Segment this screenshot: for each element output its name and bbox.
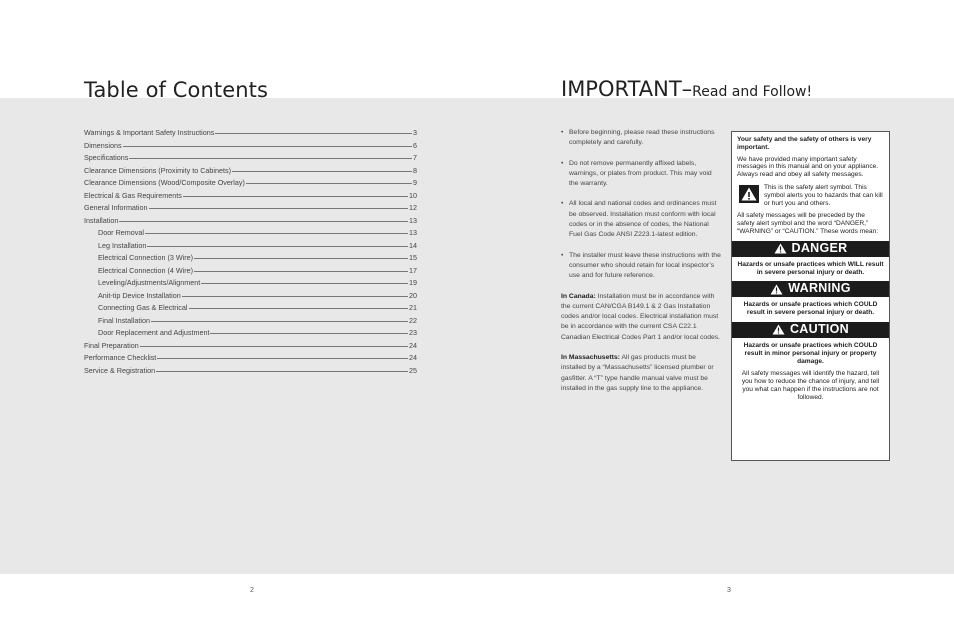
warning-banner: WARNING (732, 281, 889, 297)
toc-entry (84, 241, 417, 254)
toc-entry-label: Electrical Connection (3 Wire) (98, 253, 194, 262)
toc-entry-page: 10 (409, 190, 417, 200)
toc-leader-line (147, 246, 408, 247)
massachusetts-paragraph: In Massachusetts: All gas products must be installed by a “Massachusetts” licensed plumber or gasfitter. A “T” type handle manual valve must be installed in the gas supply line to the appliance. (561, 354, 714, 392)
toc-entry-label: Leveling/Adjustments/Alignment (98, 278, 201, 287)
toc-entry-label: Leg Installation (98, 240, 147, 250)
toc-entry-page: 12 (409, 203, 417, 212)
safety-heading: Your safety and the safety of others is very important. (737, 136, 872, 151)
toc-leader-line (194, 258, 408, 259)
toc-leader-line (183, 196, 408, 197)
toc-entry-page: 7 (413, 153, 417, 162)
toc-entry-label: Service & Registration (84, 365, 156, 375)
toc-entry (84, 278, 417, 291)
toc-entry (84, 191, 417, 204)
toc-entry (84, 203, 417, 216)
toc-entry (84, 266, 417, 279)
list-item: • Before beginning, please read these instructions completely and carefully. (561, 129, 715, 147)
toc-leader-line (119, 221, 408, 222)
toc-entry (84, 128, 417, 141)
toc-entry (84, 178, 417, 191)
warning-description: Hazards or unsafe practices which COULD result in severe personal injury or death. (743, 301, 878, 317)
toc-leader-line (201, 283, 408, 284)
toc-entry-label: Specifications (84, 153, 129, 162)
toc-entry-page: 8 (413, 165, 417, 175)
toc-entry-page: 25 (409, 365, 417, 375)
caution-banner: CAUTION (732, 322, 889, 338)
toc-leader-line (232, 171, 412, 172)
danger-banner: DANGER (732, 241, 889, 257)
toc-entry-label: Clearance Dimensions (Wood/Composite Overlay) (84, 178, 245, 187)
toc-entry (84, 291, 417, 304)
list-item: • Do not remove permanently affixed labels, warnings, or plates from product. This may void the warranty. (561, 159, 712, 188)
toc-title: Table of Contents (84, 78, 269, 102)
safety-footer: All safety messages will identify the hazard, tell you how to reduce the chance of injury, and tell you what can happen if the instructions are not followed. (741, 370, 880, 401)
toc-entry-label: Anit-tip Device Installation (98, 290, 181, 300)
toc-entry (84, 228, 417, 241)
important-title (561, 77, 812, 101)
safety-info-box (731, 131, 890, 461)
toc-entry-page: 6 (413, 140, 417, 150)
toc-leader-line (129, 158, 412, 159)
toc-entry-page: 22 (409, 315, 417, 325)
toc-entry-page: 20 (409, 290, 417, 300)
warning-triangle-icon (774, 243, 787, 254)
toc-entry (84, 353, 417, 366)
toc-entry (84, 166, 417, 179)
table-of-contents (84, 128, 417, 378)
canada-paragraph: In Canada: Installation must be in accordance with the current CAN/CGA B149.1 & 2 Gas Installation codes and/or local codes. Electrical installation must be in accordance with the current CSA C22.1 Canadian Electrical Codes Part 1 and/or local codes. (561, 292, 721, 341)
toc-entry (84, 341, 417, 354)
toc-leader-line (140, 346, 408, 347)
important-title-sub: Read and Follow! (692, 84, 813, 100)
toc-entry-page: 24 (409, 353, 417, 362)
toc-entry (84, 153, 417, 166)
toc-leader-line (156, 371, 408, 372)
toc-entry-page: 14 (409, 240, 417, 250)
toc-entry-page: 15 (409, 253, 417, 262)
toc-entry-page: 13 (409, 228, 417, 237)
list-item: • All local and national codes and ordinances must be observed. Installation must conform with local codes or in the absence of codes, the National Fuel Gas Code ANSI Z223.1-latest edition. (561, 200, 717, 239)
warning-triangle-icon (772, 324, 785, 335)
toc-entry (84, 141, 417, 154)
toc-entry-page: 23 (409, 328, 417, 337)
toc-entry-page: 17 (409, 265, 417, 275)
toc-entry (84, 316, 417, 329)
toc-entry (84, 303, 417, 316)
toc-entry-page: 21 (409, 303, 417, 312)
warning-triangle-icon (770, 284, 783, 295)
toc-entry-label: Warnings & Important Safety Instructions (84, 128, 215, 137)
toc-entry-page: 13 (409, 215, 417, 225)
caution-description: Hazards or unsafe practices which COULD result in minor personal injury or property damage. (743, 341, 878, 365)
safety-preceded-text: All safety messages will be preceded by the safety alert symbol and the word “DANGER,” “WARNING” or “CAUTION.” These words mean: (737, 212, 879, 235)
instructions-column (561, 128, 721, 404)
toc-leader-line (194, 271, 408, 272)
toc-entry-label: Performance Checklist (84, 353, 157, 362)
toc-leader-line (210, 333, 408, 334)
toc-leader-line (189, 308, 409, 309)
toc-leader-line (246, 183, 412, 184)
toc-entry-label: Door Removal (98, 228, 144, 237)
toc-entry-page: 19 (409, 278, 417, 287)
toc-leader-line (149, 208, 408, 209)
toc-entry-label: Door Replacement and Adjustment (98, 328, 210, 337)
toc-entry-label: Dimensions (84, 140, 122, 150)
toc-entry (84, 366, 417, 379)
toc-leader-line (123, 146, 412, 147)
toc-entry (84, 253, 417, 266)
page-number-left: 2 (250, 587, 254, 594)
safety-intro: We have provided many important safety messages in this manual and on your appliance. Always read and obey all safety messages. (737, 155, 879, 179)
safety-alert-icon (739, 185, 759, 203)
toc-entry (84, 328, 417, 341)
toc-entry-label: Connecting Gas & Electrical (98, 303, 188, 312)
toc-leader-line (215, 133, 412, 134)
toc-entry-label: Electrical Connection (4 Wire) (98, 265, 194, 275)
toc-entry-label: Final Preparation (84, 340, 139, 350)
toc-entry-page: 9 (413, 178, 417, 187)
page-number-right: 3 (727, 587, 731, 594)
toc-leader-line (157, 358, 408, 359)
toc-leader-line (151, 321, 408, 322)
toc-entry-page: 3 (413, 128, 417, 137)
list-item: • The installer must leave these instructions with the consumer who should retain for local inspector’s use and for future reference. (561, 251, 721, 280)
toc-leader-line (145, 233, 408, 234)
alert-symbol-row: This is the safety alert symbol. This symbol alerts you to hazards that can kill or hurt you and others. (737, 184, 884, 207)
toc-entry-label: General Information (84, 203, 148, 212)
toc-entry-label: Electrical & Gas Requirements (84, 190, 182, 200)
toc-entry-label: Clearance Dimensions (Proximity to Cabinets) (84, 165, 231, 175)
toc-entry-page: 24 (409, 340, 417, 350)
toc-entry-label: Installation (84, 215, 119, 225)
toc-entry-label: Final Installation (98, 315, 150, 325)
toc-entry (84, 216, 417, 229)
danger-description: Hazards or unsafe practices which WILL result in severe personal injury or death. (737, 260, 884, 276)
important-title-main: IMPORTANT– (561, 77, 693, 101)
toc-leader-line (182, 296, 408, 297)
